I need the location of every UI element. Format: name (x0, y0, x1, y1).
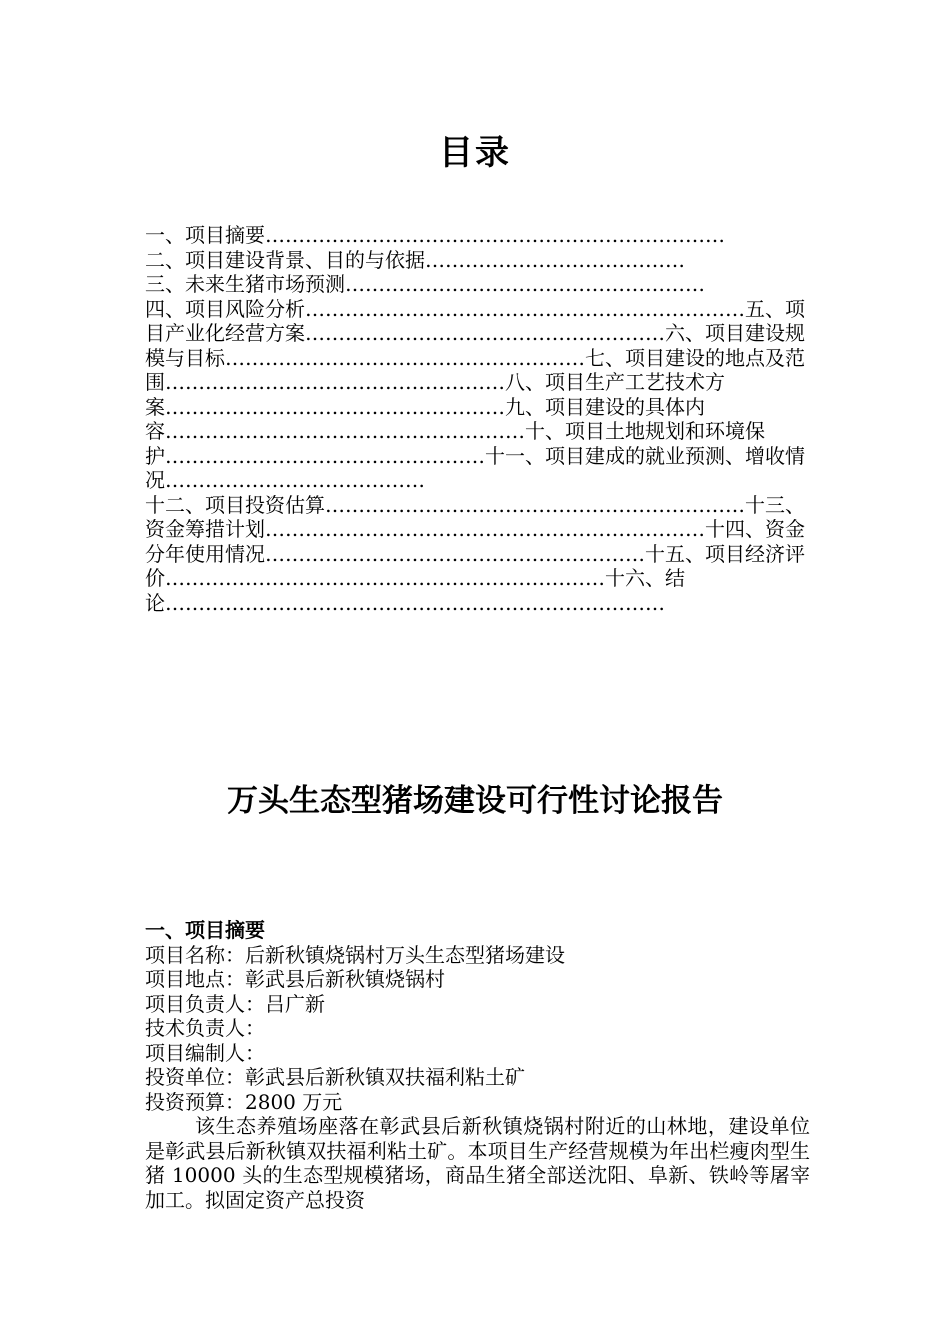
toc-entry[interactable]: 三、未来生猪市场预测……………………………………………… (145, 272, 705, 296)
toc-entry[interactable]: 四、项目风险分析………………………………………………………… (145, 296, 745, 321)
toc-entry[interactable]: 九、项目建设的具体内容……………………………………………… (145, 394, 705, 443)
toc-entry[interactable]: 十五、项目经济评价………………………………………………………… (145, 541, 805, 590)
toc-entry[interactable]: 五、项目产业化经营方案……………………………………………… (145, 296, 805, 345)
toc-block-5 (145, 493, 805, 616)
toc-block-1 (145, 223, 805, 248)
toc-entry[interactable]: 一、项目摘要…………………………………………………………… (145, 223, 725, 247)
toc-entry[interactable]: 十二、项目投资估算……………………………………………………… (145, 492, 745, 517)
toc-entry[interactable]: 十三、资金筹措计划………………………………………………………… (145, 492, 805, 541)
toc-block-2 (145, 248, 805, 273)
section-project-summary (145, 918, 810, 1212)
info-line-compiler: 项目编制人： (145, 1040, 265, 1065)
toc-title: 目录 (439, 133, 511, 173)
report-title: 万头生态型猪场建设可行性讨论报告 (227, 783, 723, 819)
toc-entry[interactable]: 二、项目建设背景、目的与依据………………………………… (145, 247, 685, 272)
info-line-budget: 投资预算：2800 万元 (145, 1089, 343, 1114)
info-line-investor: 投资单位：彰武县后新秋镇双扶福利粘土矿 (145, 1065, 525, 1089)
section-heading: 一、项目摘要 (145, 918, 265, 942)
summary-paragraph: 该生态养殖场座落在彰武县后新秋镇烧锅村附近的山林地，建设单位是彰武县后新秋镇双扶福利粘土矿。本项目生产经营规模为年出栏瘦肉型生猪 10000 头的生态型规模猪场，商品生猪全部送沈阳、阜新、铁岭等屠宰加工。拟固定资产总投资 (145, 1114, 810, 1212)
toc-entry[interactable]: 六、项目建设规模与目标……………………………………………… (145, 321, 805, 370)
info-line-project-leader: 项目负责人：吕广新 (145, 991, 325, 1016)
toc-block-3 (145, 272, 805, 297)
toc-entry[interactable]: 八、项目生产工艺技术方案…………………………………………… (145, 370, 725, 419)
info-line-technical-leader: 技术负责人： (145, 1016, 265, 1040)
toc-entry[interactable]: 七、项目建设的地点及范围…………………………………………… (145, 345, 805, 394)
info-line-project-location: 项目地点：彰武县后新秋镇烧锅村 (145, 967, 445, 991)
table-of-contents (145, 223, 805, 615)
info-line-project-name: 项目名称：后新秋镇烧锅村万头生态型猪场建设 (145, 942, 565, 967)
toc-entry[interactable]: 十六、结论………………………………………………………………… (145, 566, 685, 615)
toc-entry[interactable]: 十、项目土地规划和环境保护………………………………………… (145, 419, 765, 468)
toc-entry[interactable]: 十四、资金分年使用情况………………………………………………… (145, 517, 805, 566)
toc-block-4 (145, 297, 805, 493)
toc-entry[interactable]: 十一、项目建成的就业预测、增收情况………………………………… (145, 443, 805, 492)
